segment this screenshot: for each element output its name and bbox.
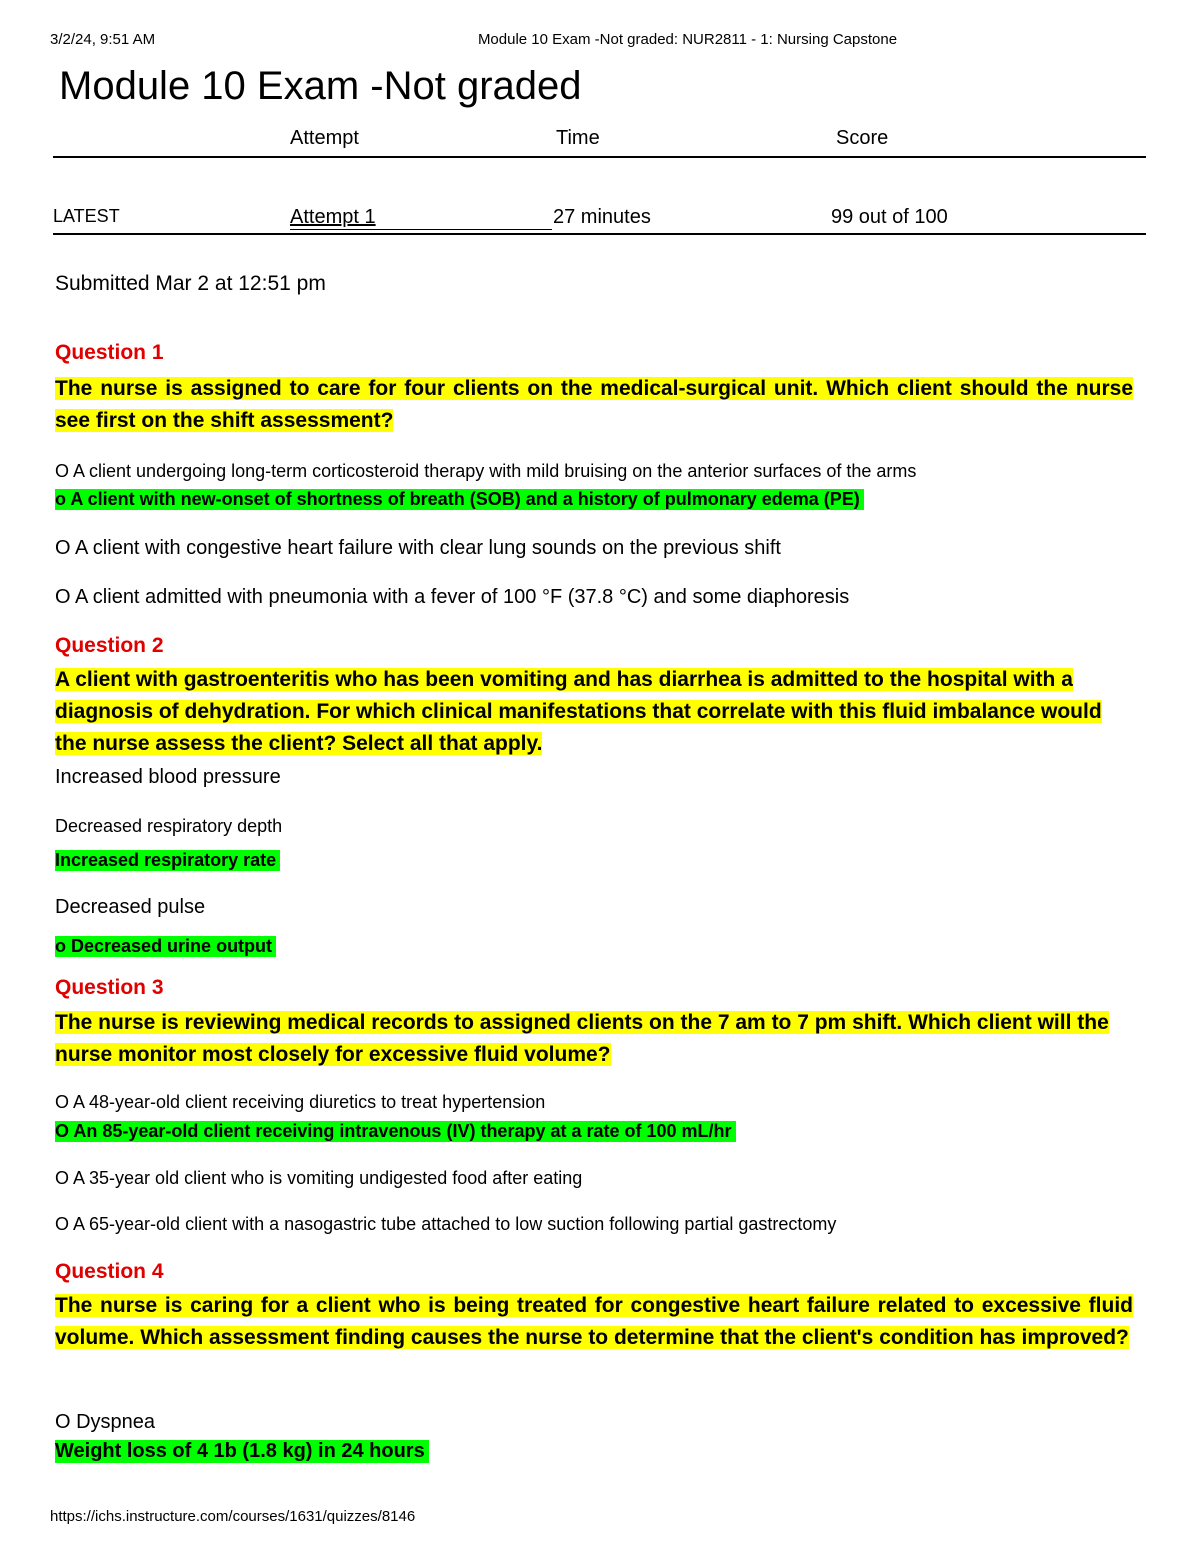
question-3-option-d: O A 65-year-old client with a nasogastric tube attached to low suction following partial gastrectomy bbox=[55, 1214, 837, 1234]
attempt-time: 27 minutes bbox=[553, 206, 651, 228]
question-2-stem bbox=[55, 664, 1133, 760]
question-1-option-a: O A client undergoing long-term corticosteroid therapy with mild bruising on the anterior surfaces of the arms bbox=[55, 461, 917, 481]
question-2-label: Question 2 bbox=[55, 634, 164, 657]
question-3-label: Question 3 bbox=[55, 976, 164, 999]
question-4-option-a: O Dyspnea bbox=[55, 1411, 156, 1433]
attempt-underline bbox=[290, 229, 552, 230]
column-header-attempt: Attempt bbox=[290, 127, 359, 149]
question-2-option-d: Decreased pulse bbox=[55, 896, 206, 918]
print-datetime: 3/2/24, 9:51 AM bbox=[50, 31, 156, 48]
attempt-link[interactable]: Attempt 1 bbox=[290, 206, 376, 228]
page-title: Module 10 Exam -Not graded bbox=[59, 64, 582, 108]
question-3-stem-text: The nurse is reviewing medical records to assigned clients on the 7 am to 7 pm shift. Which client will the nurse monitor most closely for excessive fluid volume? bbox=[55, 1011, 1109, 1066]
column-header-time: Time bbox=[556, 127, 600, 149]
question-2-option-b: Decreased respiratory depth bbox=[55, 816, 283, 836]
question-1-stem-text: The nurse is assigned to care for four clients on the medical-surgical unit. Which client should the nurse see first on the shift assessment? bbox=[55, 377, 1133, 432]
question-1-label: Question 1 bbox=[55, 341, 164, 364]
question-1-option-c: O A client with congestive heart failure with clear lung sounds on the previous shift bbox=[55, 537, 781, 559]
question-3-option-a: O A 48-year-old client receiving diuretics to treat hypertension bbox=[55, 1092, 546, 1112]
question-3-option-b-correct: O An 85-year-old client receiving intravenous (IV) therapy at a rate of 100 mL/hr bbox=[55, 1121, 736, 1142]
question-1-stem bbox=[55, 373, 1133, 437]
latest-label: LATEST bbox=[53, 206, 120, 226]
question-2-stem-text: A client with gastroenteritis who has been vomiting and has diarrhea is admitted to the hospital with a diagnosis of dehydration. For which clinical manifestations that correlate with this fluid imbalance would the nurse assess the client? Select all that apply. bbox=[55, 668, 1102, 755]
footer-url: https://ichs.instructure.com/courses/1631/quizzes/8146 bbox=[50, 1508, 416, 1525]
question-4-option-b-correct: Weight loss of 4 1b (1.8 kg) in 24 hours bbox=[55, 1440, 429, 1463]
row-divider bbox=[53, 233, 1146, 235]
question-2-option-e-correct: o Decreased urine output bbox=[55, 936, 276, 957]
attempt-score: 99 out of 100 bbox=[831, 206, 948, 228]
submitted-timestamp: Submitted Mar 2 at 12:51 pm bbox=[55, 272, 326, 295]
question-3-option-c: O A 35-year old client who is vomiting undigested food after eating bbox=[55, 1168, 583, 1188]
question-2-option-a: Increased blood pressure bbox=[55, 766, 281, 788]
question-4-stem bbox=[55, 1290, 1133, 1354]
question-4-label: Question 4 bbox=[55, 1260, 164, 1283]
question-1-option-d: O A client admitted with pneumonia with a fever of 100 °F (37.8 °C) and some diaphoresis bbox=[55, 586, 850, 608]
print-page-title: Module 10 Exam -Not graded: NUR2811 - 1: Nursing Capstone bbox=[477, 31, 898, 48]
question-1-option-b-correct: o A client with new-onset of shortness of breath (SOB) and a history of pulmonary edema (PE) bbox=[55, 489, 864, 510]
question-4-stem-text: The nurse is caring for a client who is being treated for congestive heart failure related to excessive fluid volume. Which assessment finding causes the nurse to determine that the client's condition has improved? bbox=[55, 1294, 1133, 1349]
question-2-option-c-correct: Increased respiratory rate bbox=[55, 850, 280, 871]
question-3-stem bbox=[55, 1007, 1133, 1071]
column-header-score: Score bbox=[836, 127, 889, 149]
header-divider bbox=[53, 156, 1146, 158]
